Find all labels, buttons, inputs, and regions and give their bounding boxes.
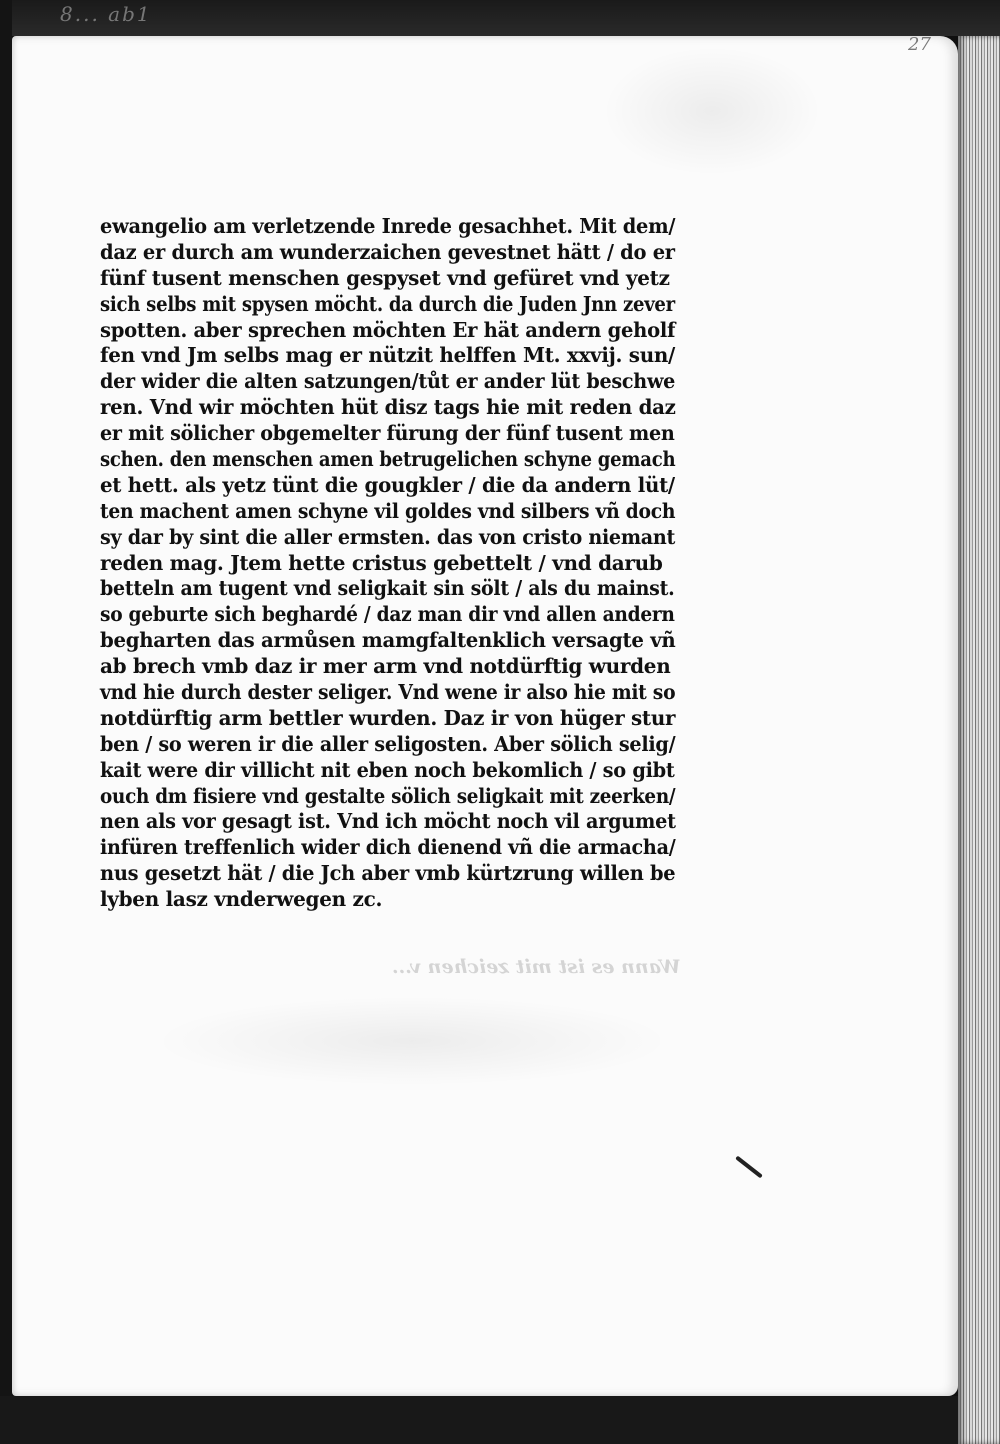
text-line: reden mag. Jtem hette cristus gebettelt / vnd darub: [100, 550, 663, 575]
text-line: vnd hie durch dester seliger. Vnd wene ir also hie mit so: [100, 680, 676, 705]
text-line: ten machent amen schyne vil goldes vnd silbers vñ doch: [100, 498, 676, 523]
text-line: der wider die alten satzungen/tůt er ander lüt beschwe: [100, 369, 676, 394]
top-dark-strip: [0, 0, 1000, 36]
bottom-dark-strip: [0, 1396, 958, 1444]
text-line: spotten. aber sprechen möchten Er hät andern geholf: [100, 317, 676, 342]
text-line: nus gesetzt hät / die Jch aber vmb kürtzrung willen be: [100, 861, 676, 886]
text-line: nen als vor gesagt ist. Vnd ich möcht noch vil argumet: [100, 809, 676, 834]
show-through-blotch: [602, 46, 822, 176]
text-line: er mit sölicher obgemelter fürung der fünf tusent men: [100, 421, 675, 446]
text-line: lyben lasz vnderwegen zc.: [100, 887, 383, 912]
text-line: ben / so weren ir die aller seligosten. Aber sölich selig/: [100, 731, 676, 756]
text-line: notdürftig arm bettler wurden. Daz ir von hüger stur: [100, 705, 676, 730]
show-through-blotch: [152, 996, 672, 1086]
book-fore-edge: [958, 36, 1000, 1444]
left-gutter-shadow: [0, 0, 12, 1444]
text-line: betteln am tugent vnd seligkait sin sölt / als du mainst.: [100, 576, 675, 601]
text-line: begharten das armůsen mamgfaltenklich versagte vñ: [100, 628, 676, 653]
text-line: so geburte sich beghardé / daz man dir vnd allen andern: [100, 602, 675, 627]
text-line: ouch dm fisiere vnd gestalte sölich seligkait mit zeerken/: [100, 783, 676, 808]
text-line: fen vnd Jm selbs mag er nützit helffen Mt. xxvij. sun/: [100, 343, 676, 368]
text-line: ren. Vnd wir möchten hüt disz tags hie mit reden daz: [100, 395, 676, 420]
pencil-annotation: 8... ab1: [60, 2, 152, 26]
text-line: kait were dir villicht nit eben noch bekomlich / so gibt: [100, 757, 675, 782]
folio-number: 27: [908, 34, 931, 55]
bleed-through-text: Wann es ist mit zeichen v...: [392, 956, 681, 978]
text-line: infüren treffenlich wider dich dienend vñ die armacha/: [100, 835, 676, 860]
text-line: schen. den menschen amen betrugelichen schyne gemach: [100, 447, 676, 472]
text-line: daz er durch am wunderzaichen gevestnet hätt / do er: [100, 239, 675, 264]
text-line: sy dar by sint die aller ermsten. das von cristo niemant: [100, 524, 676, 549]
text-line: ab brech vmb daz ir mer arm vnd notdürftig wurden: [100, 654, 671, 679]
text-block: [100, 214, 690, 913]
text-line: et hett. als yetz tünt die gougkler / die da andern lüt/: [100, 472, 675, 497]
text-line: sich selbs mit spysen möcht. da durch die Juden Jnn zever: [100, 291, 675, 316]
text-line: ewangelio am verletzende Inrede gesachhet. Mit dem/: [100, 214, 676, 238]
text-line: fünf tusent menschen gespyset vnd gefüret vnd yetz: [100, 265, 670, 290]
